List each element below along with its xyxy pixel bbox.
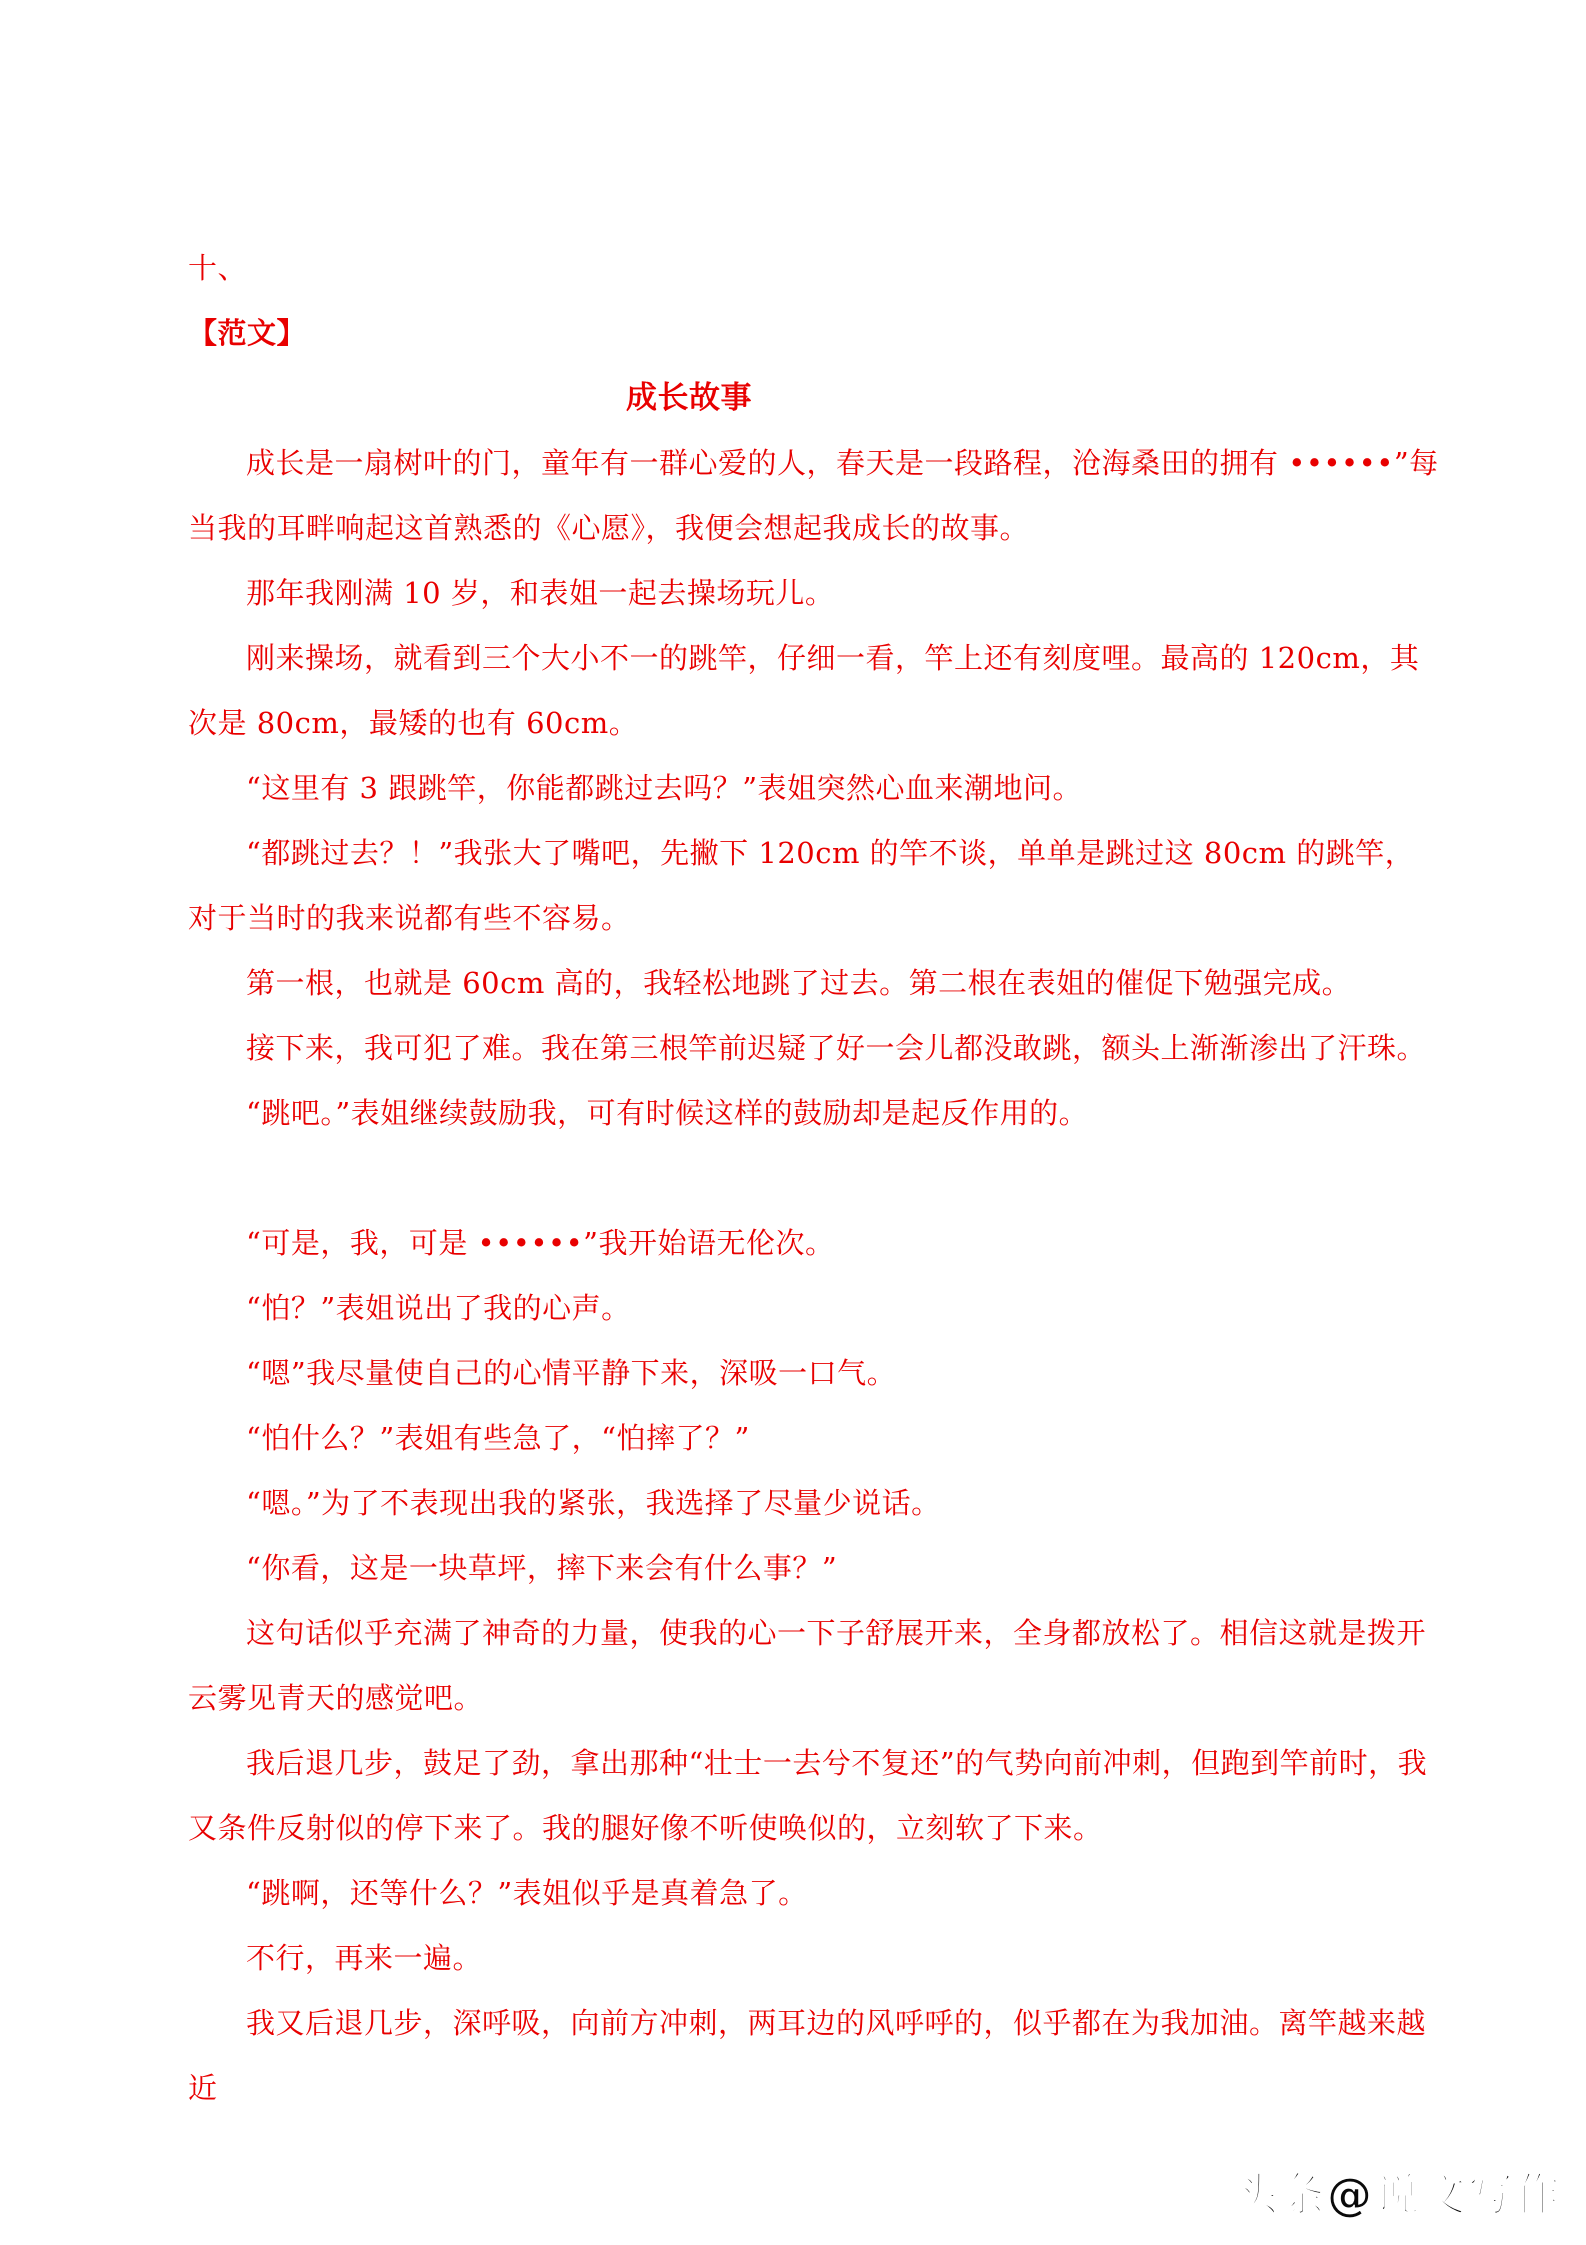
essay-paragraph: “嗯。”为了不表现出我的紧张，我选择了尽量少说话。: [246, 1486, 941, 1520]
essay-paragraph: 接下来，我可犯了难。我在第三根竿前迟疑了好一会儿都没敢跳，额头上渐渐渗出了汗珠。: [246, 1031, 1427, 1065]
essay-paragraph: “都跳过去？！”我张大了嘴吧，先撇下 120cm 的竿不谈，单单是跳过这 80cm 的跳竿，对于当时的我来说都有些不容易。: [188, 836, 1415, 935]
essay-paragraph: 我后退几步，鼓足了劲，拿出那种“壮士一去兮不复还”的气势向前冲刺，但跑到竿前时，我又条件反射似的停下来了。我的腿好像不听使唤似的，立刻软了下来。: [188, 1746, 1428, 1845]
essay-paragraph: 刚来操场，就看到三个大小不一的跳竿，仔细一看，竿上还有刻度哩。最高的 120cm，其次是 80cm，最矮的也有 60cm。: [188, 641, 1420, 740]
section-number: 十、: [188, 251, 248, 285]
essay-blank-line: [188, 1146, 1440, 1211]
essay-paragraph: “你看，这是一块草坪，摔下来会有什么事？”: [246, 1551, 838, 1585]
essay-paragraph: “可是，我，可是 ••••••”我开始语无伦次。: [246, 1226, 835, 1260]
essay-paragraph: “这里有 3 跟跳竿，你能都跳过去吗？”表姐突然心血来潮地问。: [246, 771, 1083, 805]
essay-paragraph: “跳啊，还等什么？”表姐似乎是真着急了。: [246, 1876, 808, 1910]
essay-paragraph: “跳吧。”表姐继续鼓励我，可有时候这样的鼓励却是起反作用的。: [246, 1096, 1089, 1130]
essay-paragraph: “嗯”我尽量使自己的心情平静下来，深吸一口气。: [246, 1356, 897, 1390]
watermark-text: 头条@说文写作: [1232, 2168, 1562, 2221]
essay-paragraph: “怕什么？”表姐有些急了，“怕摔了？”: [246, 1421, 750, 1455]
essay-title: 成长故事: [626, 380, 752, 416]
section-label: 【范文】: [188, 316, 307, 350]
essay-paragraph: 这句话似乎充满了神奇的力量，使我的心一下子舒展开来，全身都放松了。相信这就是拨开云雾见青天的感觉吧。: [188, 1616, 1427, 1715]
watermark: [1233, 2158, 1562, 2223]
essay-paragraph: 成长是一扇树叶的门，童年有一群心爱的人，春天是一段路程，沧海桑田的拥有 ••••••”每当我的耳畔响起这首熟悉的《心愿》，我便会想起我成长的故事。: [188, 446, 1439, 545]
essay-paragraph: 第一根，也就是 60cm 高的，我轻松地跳了过去。第二根在表姐的催促下勉强完成。: [246, 966, 1352, 1000]
essay-paragraph: 不行，再来一遍。: [246, 1941, 483, 1975]
essay-paragraph: 那年我刚满 10 岁，和表姐一起去操场玩儿。: [246, 576, 835, 610]
essay-document: [188, 236, 1440, 2121]
essay-paragraph: 我又后退几步，深呼吸，向前方冲刺，两耳边的风呼呼的，似乎都在为我加油。离竿越来越近: [188, 2006, 1427, 2105]
essay-paragraph: “怕？”表姐说出了我的心声。: [246, 1291, 631, 1325]
